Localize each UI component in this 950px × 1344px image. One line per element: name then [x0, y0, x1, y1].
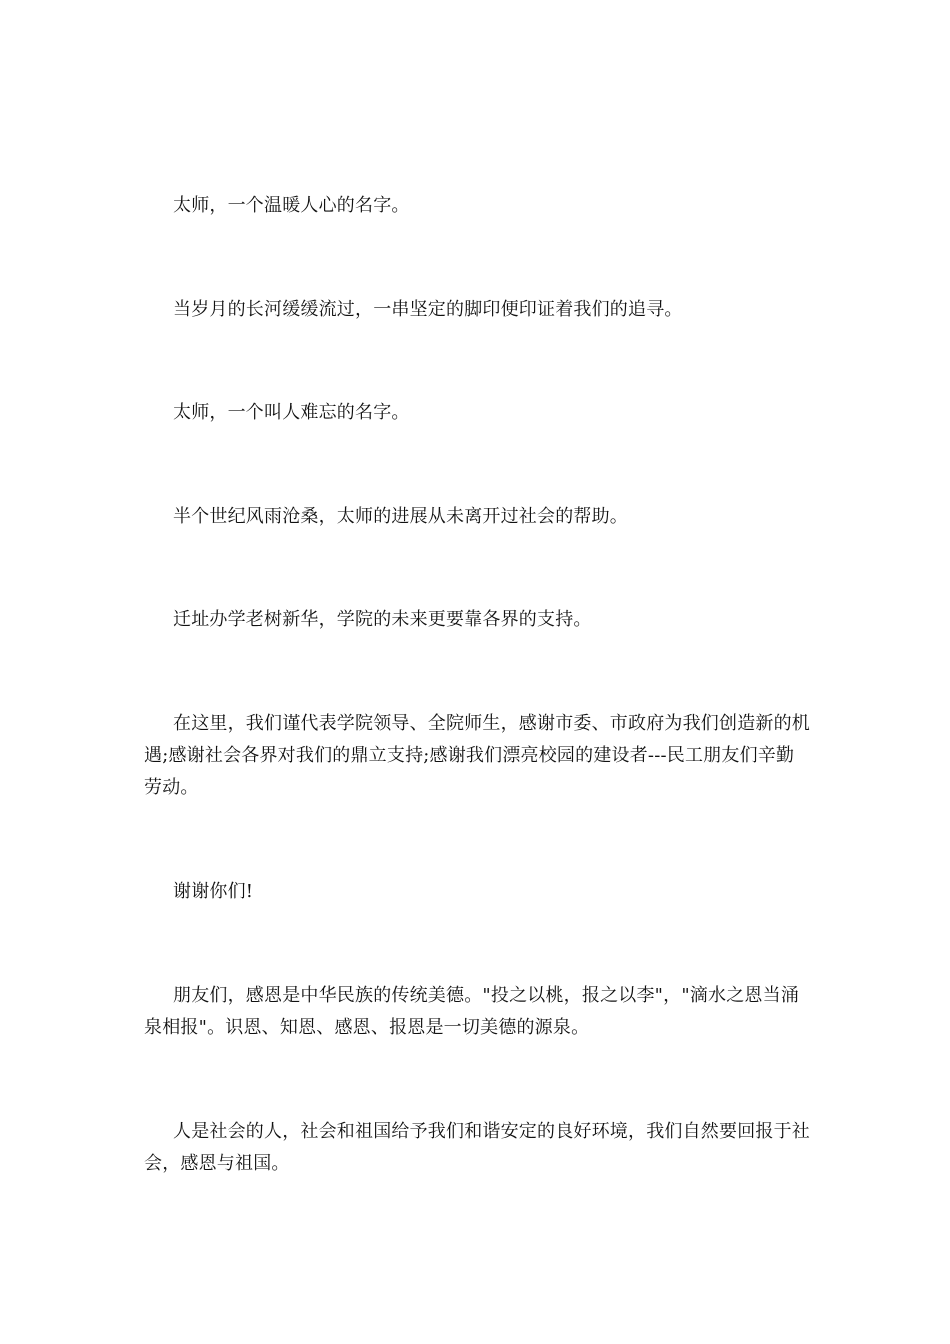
paragraph-9: 人是社会的人，社会和祖国给予我们和谐安定的良好环境，我们自然要回报于社会，感恩与祖国。 [144, 1121, 810, 1174]
paragraph-8: 朋友们，感恩是中华民族的传统美德。"投之以桃，报之以李"，"滴水之恩当涌泉相报"。识恩、知恩、感恩、报恩是一切美德的源泉。 [144, 985, 800, 1038]
paragraph-6: 在这里，我们谨代表学院领导、全院师生，感谢市委、市政府为我们创造新的机遇;感谢社会各界对我们的鼎立支持;感谢我们漂亮校园的建设者---民工朋友们辛勤劳动。 [144, 713, 810, 798]
paragraph-7: 谢谢你们! [173, 881, 254, 902]
paragraph-3: 太师，一个叫人难忘的名字。 [173, 402, 410, 423]
paragraph-5: 迁址办学老树新华，学院的未来更要靠各界的支持。 [173, 609, 592, 630]
paragraph-1: 太师，一个温暖人心的名字。 [173, 195, 410, 216]
paragraph-2: 当岁月的长河缓缓流过，一串坚定的脚印便印证着我们的追寻。 [173, 299, 683, 320]
paragraph-4: 半个世纪风雨沧桑，太师的进展从未离开过社会的帮助。 [173, 506, 628, 527]
